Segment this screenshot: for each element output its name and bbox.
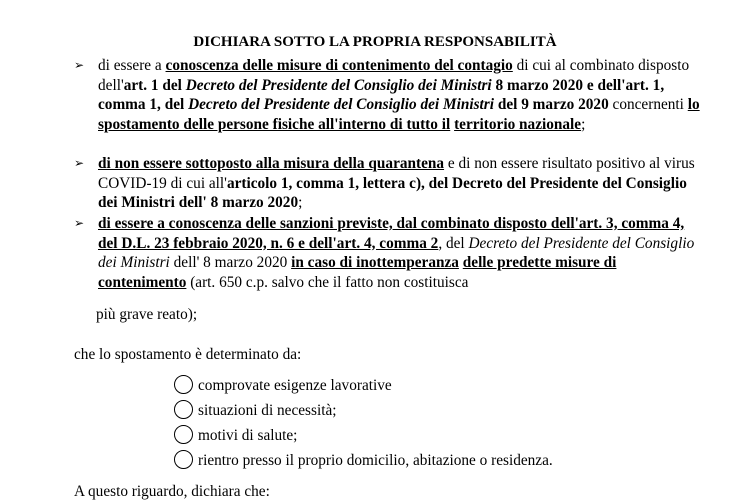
intro-text: che lo spostamento è determinato da: <box>74 346 302 363</box>
text-segment: dell' 8 marzo 2020 <box>169 254 292 271</box>
text-segment: , del <box>438 234 469 252</box>
declaration-item-2 <box>74 154 704 213</box>
text-segment: di non essere sottoposto alla misura della quarantena <box>98 155 445 172</box>
text-segment: di essere a conoscenza delle sanzioni previste, dal combinato disposto dell'art. 3, comma 4, del D.L. 23 febbraio 2020, n. 6 e dell'art. 4, comma 2 <box>98 215 685 252</box>
arrow-bullet-icon: ➢ <box>74 58 85 72</box>
arrow-bullet-icon: ➢ <box>74 216 85 230</box>
option-label: rientro presso il proprio domicilio, abitazione o residenza. <box>198 452 553 469</box>
continuation-text: più grave reato); <box>96 306 198 323</box>
text-segment: Decreto del Presidente del Consiglio dei Ministri <box>98 234 695 271</box>
text-segment: ; <box>581 115 586 133</box>
text-segment: in caso di inottemperanza <box>291 254 459 271</box>
text-segment: Decreto del Presidente del Consiglio dei Ministri <box>188 96 495 113</box>
option-label: situazioni di necessità; <box>198 402 337 419</box>
text-segment: Decreto del Presidente del Consiglio dei Ministri <box>185 76 492 94</box>
closing-text: A questo riguardo, dichiara che: <box>74 483 270 500</box>
page-title: DICHIARA SOTTO LA PROPRIA RESPONSABILITÀ <box>193 34 557 50</box>
radio-circle-icon[interactable] <box>174 375 193 394</box>
text-segment: 8 marzo 2020 e dell'art. 1, comma 1, del <box>98 76 665 113</box>
text-segment: e di non essere risultato positivo al virus COVID-19 di cui all' <box>98 155 695 192</box>
text-segment: lo spostamento delle persone fisiche all'interno di tutto il <box>98 96 700 133</box>
radio-circle-icon[interactable] <box>174 425 193 444</box>
text-segment: art. 1 del <box>123 76 186 94</box>
text-segment: di cui al combinato disposto dell' <box>98 57 690 94</box>
arrow-bullet-icon: ➢ <box>74 156 85 170</box>
declaration-text-1 <box>98 56 704 134</box>
declaration-item-1 <box>74 56 704 134</box>
text-segment: concernenti <box>608 96 688 113</box>
option-label: comprovate esigenze lavorative <box>198 377 392 394</box>
radio-circle-icon[interactable] <box>174 450 193 469</box>
radio-circle-icon[interactable] <box>174 400 193 419</box>
declaration-text-3 <box>98 214 704 292</box>
declaration-text-2 <box>98 154 704 213</box>
text-segment: delle predette misure di contenimento <box>98 254 617 291</box>
text-segment: del 9 marzo 2020 <box>494 96 609 113</box>
text-segment: territorio nazionale <box>454 115 582 133</box>
text-segment: conoscenza delle misure di contenimento del contagio <box>165 57 513 74</box>
text-segment: di essere a <box>98 57 166 74</box>
text-segment: (art. 650 c.p. salvo che il fatto non costituisca <box>186 273 469 291</box>
text-segment: articolo 1, comma 1, lettera c), del Decreto del Presidente del Consiglio dei Ministri dell' 8 marzo 2020 <box>98 174 687 211</box>
declaration-item-3 <box>74 214 704 292</box>
option-label: motivi di salute; <box>198 427 298 444</box>
text-segment: ; <box>298 194 303 211</box>
